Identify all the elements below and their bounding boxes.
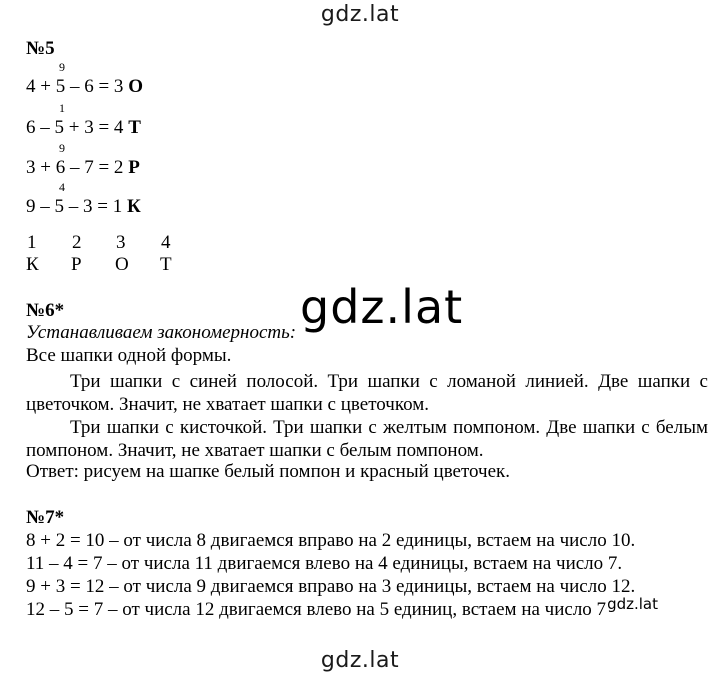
task5-row3 — [26, 157, 140, 179]
task5-row2-expression: 6 – 5 + 3 = 4 — [26, 117, 124, 138]
task6-line1: Все шапки одной формы. — [26, 345, 232, 366]
task5-row1-letter: О — [128, 76, 143, 97]
task5-row2 — [26, 117, 141, 139]
task7-line2: 11 – 4 = 7 – от числа 11 двигаемся влево на 4 единицы, встаем на число 7. — [26, 553, 623, 574]
watermark-inline: gdz.lat — [607, 595, 658, 613]
task5-letter-3: О — [115, 254, 129, 275]
task6-answer: Ответ: рисуем на шапке белый помпон и красный цветочек. — [26, 461, 511, 482]
watermark-middle: gdz.lat — [300, 280, 464, 334]
task5-number-3: 3 — [116, 232, 126, 253]
task5-row4-superscript: 4 — [59, 180, 65, 194]
task5-row4 — [26, 196, 141, 218]
task5-number-4: 4 — [161, 232, 171, 253]
task7-line1: 8 + 2 = 10 – от числа 8 двигаемся вправо на 2 единицы, встаем на число 10. — [26, 530, 636, 551]
task5-row4-letter: К — [126, 196, 141, 217]
task6-paragraph1: Три шапки с синей полосой. Три шапки с ломаной линией. Две шапки с цветочком. Значит, не хватает шапки с цветочком. — [26, 371, 708, 415]
task6-title: №6* — [26, 300, 65, 321]
task6-paragraph2: Три шапки с кисточкой. Три шапки с желтым помпоном. Две шапки с белым помпоном. Значит, не хватает шапки с белым помпоном. — [26, 417, 708, 461]
task5-number-1: 1 — [27, 232, 37, 253]
task7-title: №7* — [26, 507, 65, 528]
task5-row1-expression: 4 + 5 – 6 = 3 — [26, 76, 124, 97]
task5-letter-1: К — [26, 254, 39, 275]
task6-intro: Устанавливаем закономерность: — [26, 322, 297, 343]
task5-row4-expression: 9 – 5 – 3 = 1 — [26, 196, 123, 217]
task5-row1-superscript: 9 — [59, 60, 65, 74]
task5-row2-letter: Т — [128, 117, 141, 138]
watermark-bottom: gdz.lat — [320, 648, 400, 673]
task5-row3-letter: Р — [128, 157, 140, 178]
task5-number-2: 2 — [72, 232, 82, 253]
task5-letter-2: Р — [71, 254, 82, 275]
task7-line4-wrap — [26, 595, 658, 621]
task5-row2-superscript: 1 — [59, 101, 65, 115]
task5-row3-superscript: 9 — [59, 141, 65, 155]
task5-row1 — [26, 76, 143, 98]
task5-letter-4: Т — [160, 254, 172, 275]
task7-line3: 9 + 3 = 12 – от числа 9 двигаемся вправо на 3 единицы, встаем на число 12. — [26, 576, 636, 597]
task5-title: №5 — [26, 38, 55, 59]
task7-line4: 12 – 5 = 7 – от числа 12 двигаемся влево на 5 единиц, встаем на число 7 — [26, 599, 607, 620]
watermark-top: gdz.lat — [320, 2, 400, 27]
task5-row3-expression: 3 + 6 – 7 = 2 — [26, 157, 124, 178]
